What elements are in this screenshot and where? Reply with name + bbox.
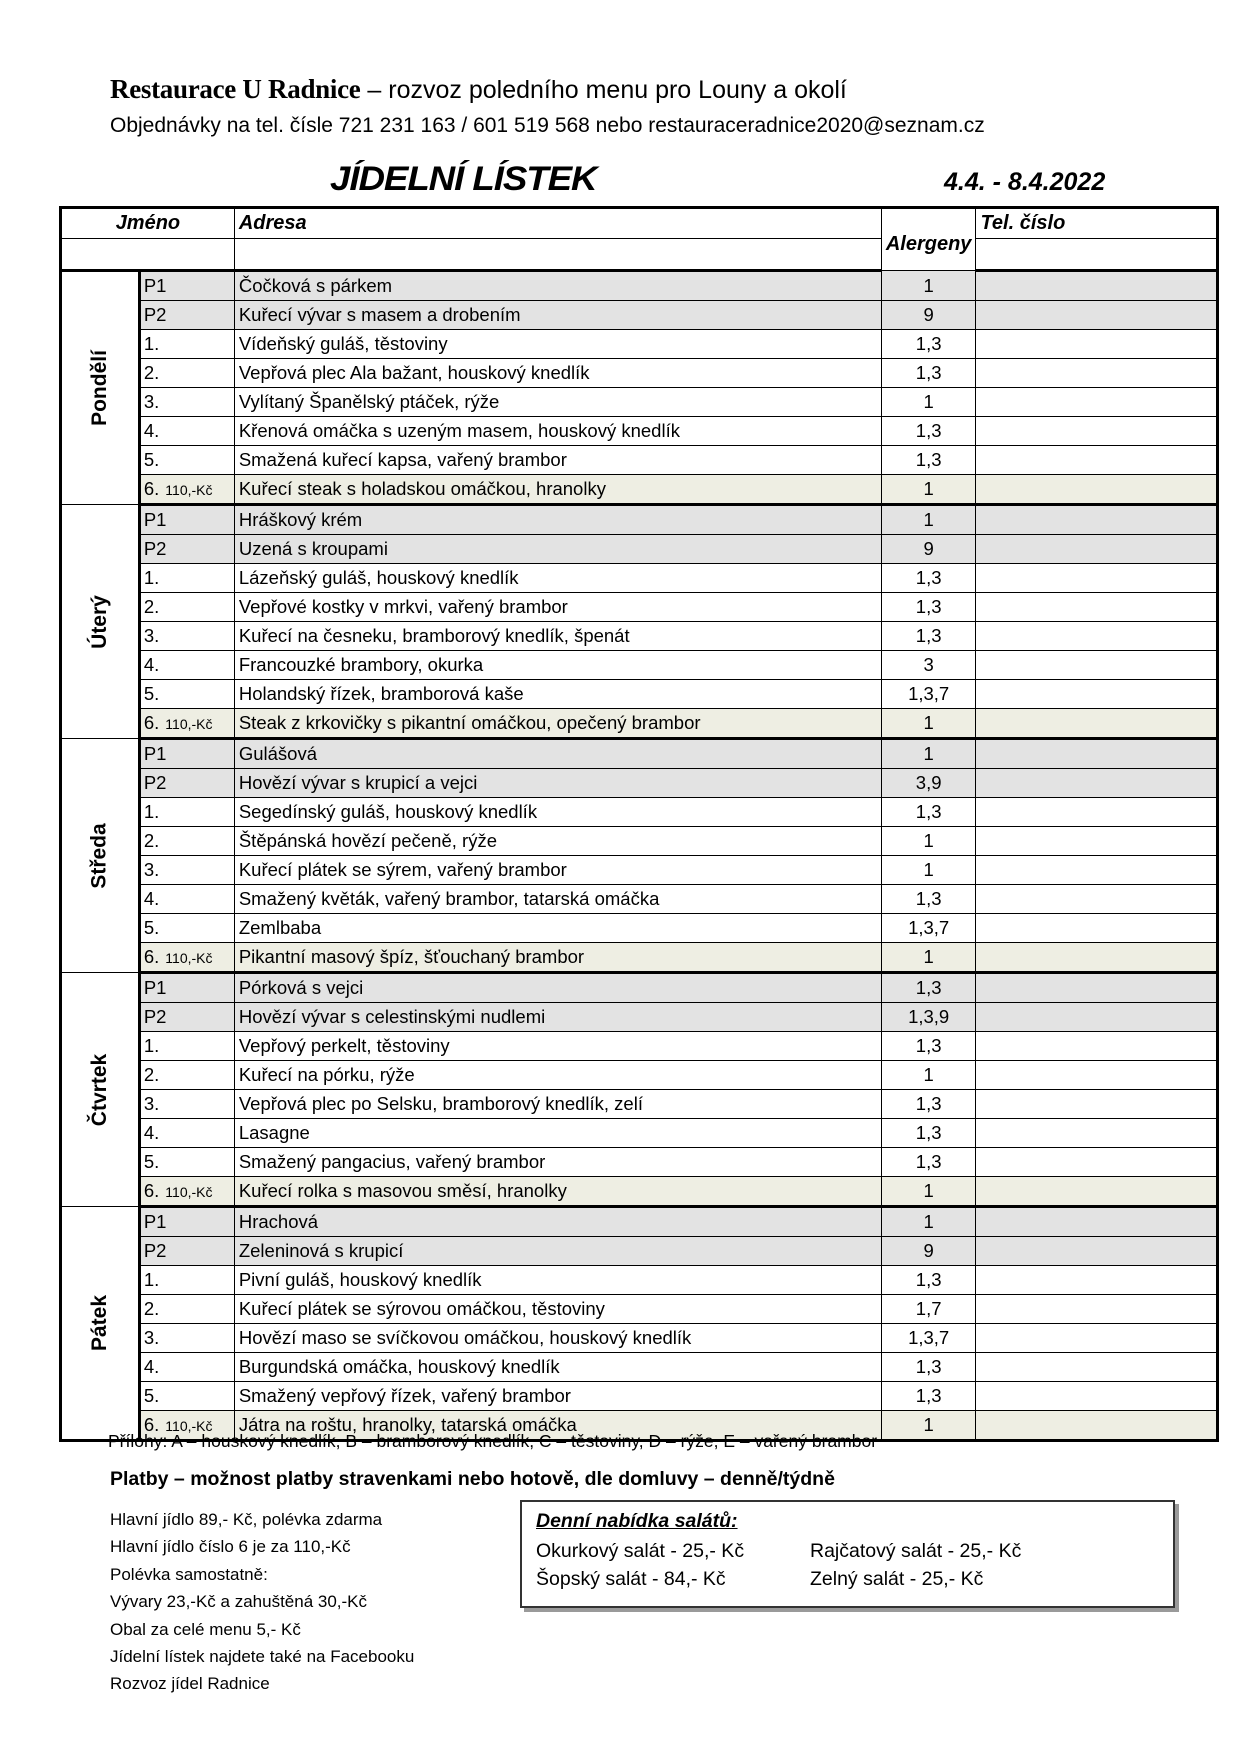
item-number-label: P1 bbox=[143, 1211, 167, 1232]
allergen-codes: 1,3 bbox=[881, 359, 976, 388]
menu-row bbox=[61, 505, 1218, 535]
menu-row bbox=[61, 622, 1218, 651]
item-price: 110,-Kč bbox=[165, 716, 213, 732]
menu-row bbox=[61, 535, 1218, 564]
allergen-codes: 1,3 bbox=[881, 1353, 976, 1382]
item-number bbox=[139, 1003, 234, 1032]
item-number bbox=[139, 505, 234, 535]
item-number-label: P1 bbox=[143, 977, 167, 998]
menu-row bbox=[61, 1207, 1218, 1237]
phone-order-cell[interactable] bbox=[976, 1003, 1218, 1032]
item-number bbox=[139, 1148, 234, 1177]
phone-order-cell[interactable] bbox=[976, 856, 1218, 885]
phone-entry-cell[interactable] bbox=[976, 239, 1218, 271]
menu-row bbox=[61, 564, 1218, 593]
item-number-label: 3. bbox=[143, 1093, 160, 1114]
menu-row bbox=[61, 739, 1218, 769]
item-number bbox=[139, 1207, 234, 1237]
info-line: Rozvoz jídel Radnice bbox=[110, 1674, 270, 1694]
item-number-label: P1 bbox=[143, 509, 167, 530]
header-phone: Tel. číslo bbox=[976, 208, 1218, 239]
menu-row bbox=[61, 709, 1218, 739]
phone-order-cell[interactable] bbox=[976, 680, 1218, 709]
dish-name: Lasagne bbox=[234, 1119, 881, 1148]
item-number bbox=[139, 1090, 234, 1119]
phone-order-cell[interactable] bbox=[976, 475, 1218, 505]
item-price: 110,-Kč bbox=[165, 482, 213, 498]
dish-name: Vylítaný Španělský ptáček, rýže bbox=[234, 388, 881, 417]
menu-row bbox=[61, 1032, 1218, 1061]
item-number-label: 2. bbox=[143, 1298, 160, 1319]
item-number-label: 4. bbox=[143, 1122, 160, 1143]
header-title-line bbox=[110, 72, 1210, 107]
dish-name: Kuřecí plátek se sýrem, vařený brambor bbox=[234, 856, 881, 885]
phone-order-cell[interactable] bbox=[976, 1295, 1218, 1324]
allergen-codes: 1 bbox=[881, 943, 976, 973]
item-number bbox=[139, 359, 234, 388]
day-label: Středa bbox=[87, 822, 111, 889]
menu-row bbox=[61, 271, 1218, 301]
item-number bbox=[139, 798, 234, 827]
menu-row bbox=[61, 1266, 1218, 1295]
item-number-label: 2. bbox=[143, 1064, 160, 1085]
allergen-codes: 1,3 bbox=[881, 593, 976, 622]
menu-row bbox=[61, 798, 1218, 827]
phone-order-cell[interactable] bbox=[976, 330, 1218, 359]
salad-item: Okurkový salát - 25,- Kč bbox=[536, 1540, 745, 1562]
allergen-codes: 1,3 bbox=[881, 564, 976, 593]
day-label: Čtvrtek bbox=[87, 1053, 111, 1126]
item-number bbox=[139, 914, 234, 943]
item-number-label: 3. bbox=[143, 391, 160, 412]
menu-row bbox=[61, 1119, 1218, 1148]
item-number bbox=[139, 1353, 234, 1382]
item-number-label: P1 bbox=[143, 743, 167, 764]
item-number-label: 6. bbox=[143, 1414, 160, 1435]
item-price: 110,-Kč bbox=[165, 1418, 213, 1434]
item-number bbox=[139, 1237, 234, 1266]
header bbox=[110, 72, 1210, 141]
item-number-label: 1. bbox=[143, 1269, 160, 1290]
dish-name: Segedínský guláš, houskový knedlík bbox=[234, 798, 881, 827]
menu-row bbox=[61, 301, 1218, 330]
item-number-label: 6. bbox=[143, 712, 160, 733]
item-number bbox=[139, 417, 234, 446]
phone-order-cell[interactable] bbox=[976, 1061, 1218, 1090]
menu-row bbox=[61, 1090, 1218, 1119]
phone-order-cell[interactable] bbox=[976, 271, 1218, 301]
item-number bbox=[139, 446, 234, 475]
phone-order-cell[interactable] bbox=[976, 1237, 1218, 1266]
item-number bbox=[139, 1266, 234, 1295]
dish-name: Štěpánská hovězí pečeně, rýže bbox=[234, 827, 881, 856]
item-number-label: 5. bbox=[143, 683, 160, 704]
contact-line: Objednávky na tel. čísle 721 231 163 / 601 519 568 nebo restauraceradnice2020@seznam.cz bbox=[110, 114, 985, 137]
item-number bbox=[139, 388, 234, 417]
item-number-label: 5. bbox=[143, 449, 160, 470]
dish-name: Gulášová bbox=[234, 739, 881, 769]
allergen-codes: 1 bbox=[881, 388, 976, 417]
item-number bbox=[139, 564, 234, 593]
table-entry-row bbox=[61, 239, 1218, 271]
day-label: Pátek bbox=[87, 1294, 111, 1352]
salad-item: Rajčatový salát - 25,- Kč bbox=[810, 1540, 1022, 1562]
item-number bbox=[139, 301, 234, 330]
allergen-codes: 9 bbox=[881, 1237, 976, 1266]
item-number-label: 4. bbox=[143, 654, 160, 675]
allergen-codes: 1,3,9 bbox=[881, 1003, 976, 1032]
allergen-codes: 1 bbox=[881, 1061, 976, 1090]
phone-order-cell[interactable] bbox=[976, 1411, 1218, 1441]
dish-name: Holandský řízek, bramborová kaše bbox=[234, 680, 881, 709]
phone-order-cell[interactable] bbox=[976, 1148, 1218, 1177]
item-number bbox=[139, 709, 234, 739]
phone-order-cell[interactable] bbox=[976, 709, 1218, 739]
allergen-codes: 1,3 bbox=[881, 446, 976, 475]
day-cell bbox=[61, 739, 140, 973]
item-number-label: 1. bbox=[143, 801, 160, 822]
dish-name: Křenová omáčka s uzeným masem, houskový knedlík bbox=[234, 417, 881, 446]
phone-order-cell[interactable] bbox=[976, 651, 1218, 680]
item-number-label: 6. bbox=[143, 1180, 160, 1201]
menu-row bbox=[61, 1177, 1218, 1207]
allergen-codes: 1,3 bbox=[881, 330, 976, 359]
name-entry-cell[interactable] bbox=[61, 239, 235, 271]
item-number bbox=[139, 1119, 234, 1148]
menu-row bbox=[61, 359, 1218, 388]
phone-order-cell[interactable] bbox=[976, 535, 1218, 564]
item-number bbox=[139, 1032, 234, 1061]
info-line: Jídelní lístek najdete také na Facebooku bbox=[110, 1647, 415, 1667]
item-number-label: 1. bbox=[143, 567, 160, 588]
phone-order-cell[interactable] bbox=[976, 446, 1218, 475]
allergen-codes: 1,3 bbox=[881, 1148, 976, 1177]
item-number bbox=[139, 1324, 234, 1353]
menu-row bbox=[61, 914, 1218, 943]
phone-order-cell[interactable] bbox=[976, 1177, 1218, 1207]
day-cell bbox=[61, 973, 140, 1207]
salad-title: Denní nabídka salátů: bbox=[536, 1510, 738, 1532]
item-number-label: 5. bbox=[143, 1151, 160, 1172]
dish-name: Kuřecí plátek se sýrovou omáčkou, těstoviny bbox=[234, 1295, 881, 1324]
item-number bbox=[139, 973, 234, 1003]
day-cell bbox=[61, 271, 140, 505]
item-price: 110,-Kč bbox=[165, 950, 213, 966]
menu-row bbox=[61, 1382, 1218, 1411]
sides-note: Přílohy: A – houskový knedlík, B – bramborový knedlík, C – těstoviny, D – rýže, E – vařený brambor bbox=[108, 1431, 878, 1451]
menu-row bbox=[61, 1353, 1218, 1382]
allergen-codes: 1,3 bbox=[881, 885, 976, 914]
menu-row bbox=[61, 1003, 1218, 1032]
dish-name: Vepřová plec po Selsku, bramborový knedlík, zelí bbox=[234, 1090, 881, 1119]
dish-name: Pivní guláš, houskový knedlík bbox=[234, 1266, 881, 1295]
dish-name: Smažený pangacius, vařený brambor bbox=[234, 1148, 881, 1177]
day-label: Pondělí bbox=[87, 350, 111, 426]
menu-row bbox=[61, 943, 1218, 973]
dish-name: Kuřecí vývar s masem a drobením bbox=[234, 301, 881, 330]
phone-order-cell[interactable] bbox=[976, 1324, 1218, 1353]
info-line: Polévka samostatně: bbox=[110, 1564, 268, 1584]
allergen-codes: 3 bbox=[881, 651, 976, 680]
menu-row bbox=[61, 885, 1218, 914]
allergen-codes: 1,3 bbox=[881, 1032, 976, 1061]
phone-order-cell[interactable] bbox=[976, 1207, 1218, 1237]
phone-order-cell[interactable] bbox=[976, 1032, 1218, 1061]
day-cell bbox=[61, 1207, 140, 1441]
item-number-label: 1. bbox=[143, 1035, 160, 1056]
dish-name: Játra na roštu, hranolky, tatarská omáčka bbox=[234, 1411, 881, 1441]
allergen-codes: 1 bbox=[881, 856, 976, 885]
allergen-codes: 1 bbox=[881, 1177, 976, 1207]
item-number-label: 4. bbox=[143, 420, 160, 441]
item-number bbox=[139, 856, 234, 885]
item-number-label: 6. bbox=[143, 946, 160, 967]
phone-order-cell[interactable] bbox=[976, 388, 1218, 417]
menu-row bbox=[61, 1148, 1218, 1177]
payment-note: Platby – možnost platby stravenkami nebo hotově, dle domluvy – denně/týdně bbox=[110, 1468, 835, 1490]
dish-name: Hovězí vývar s celestinskými nudlemi bbox=[234, 1003, 881, 1032]
dish-name: Kuřecí steak s holadskou omáčkou, hranolky bbox=[234, 475, 881, 505]
item-number bbox=[139, 885, 234, 914]
item-number bbox=[139, 827, 234, 856]
info-line: Vývary 23,-Kč a zahuštěná 30,-Kč bbox=[110, 1592, 368, 1612]
menu-row bbox=[61, 446, 1218, 475]
phone-order-cell[interactable] bbox=[976, 417, 1218, 446]
dish-name: Hovězí vývar s krupicí a vejci bbox=[234, 769, 881, 798]
allergen-codes: 1,3 bbox=[881, 622, 976, 651]
phone-order-cell[interactable] bbox=[976, 885, 1218, 914]
dish-name: Vepřový perkelt, těstoviny bbox=[234, 1032, 881, 1061]
item-number-label: 1. bbox=[143, 333, 160, 354]
menu-row bbox=[61, 651, 1218, 680]
item-number-label: 5. bbox=[143, 917, 160, 938]
allergen-codes: 3,9 bbox=[881, 769, 976, 798]
dish-name: Kuřecí rolka s masovou směsí, hranolky bbox=[234, 1177, 881, 1207]
phone-order-cell[interactable] bbox=[976, 769, 1218, 798]
allergen-codes: 1,3 bbox=[881, 1090, 976, 1119]
allergen-codes: 1 bbox=[881, 1207, 976, 1237]
item-number bbox=[139, 739, 234, 769]
restaurant-name: Restaurace U Radnice bbox=[110, 74, 361, 104]
item-number-label: 2. bbox=[143, 596, 160, 617]
phone-order-cell[interactable] bbox=[976, 914, 1218, 943]
allergen-codes: 1,3,7 bbox=[881, 1324, 976, 1353]
phone-order-cell[interactable] bbox=[976, 1119, 1218, 1148]
menu-row bbox=[61, 388, 1218, 417]
item-number bbox=[139, 622, 234, 651]
dish-name: Francouzké brambory, okurka bbox=[234, 651, 881, 680]
allergen-codes: 1,3,7 bbox=[881, 914, 976, 943]
dish-name: Smažená kuřecí kapsa, vařený brambor bbox=[234, 446, 881, 475]
item-number bbox=[139, 593, 234, 622]
dish-name: Pikantní masový špíz, šťouchaný brambor bbox=[234, 943, 881, 973]
item-number bbox=[139, 1295, 234, 1324]
menu-row bbox=[61, 769, 1218, 798]
dish-name: Smažený květák, vařený brambor, tatarská omáčka bbox=[234, 885, 881, 914]
dish-name: Lázeňský guláš, houskový knedlík bbox=[234, 564, 881, 593]
phone-order-cell[interactable] bbox=[976, 1090, 1218, 1119]
header-tagline: – rozvoz poledního menu pro Louny a okolí bbox=[360, 76, 847, 104]
phone-order-cell[interactable] bbox=[976, 943, 1218, 973]
info-line: Hlavní jídlo číslo 6 je za 110,-Kč bbox=[110, 1537, 351, 1557]
phone-order-cell[interactable] bbox=[976, 827, 1218, 856]
dish-name: Vídeňský guláš, těstoviny bbox=[234, 330, 881, 359]
info-line: Hlavní jídlo 89,- Kč, polévka zdarma bbox=[110, 1510, 383, 1529]
item-number bbox=[139, 769, 234, 798]
allergen-codes: 1,3 bbox=[881, 973, 976, 1003]
item-number-label: P2 bbox=[143, 772, 167, 793]
allergen-codes: 1 bbox=[881, 739, 976, 769]
phone-order-cell[interactable] bbox=[976, 1266, 1218, 1295]
item-number bbox=[139, 271, 234, 301]
item-number-label: P2 bbox=[143, 304, 167, 325]
item-number-label: 2. bbox=[143, 830, 160, 851]
allergen-codes: 1 bbox=[881, 505, 976, 535]
day-label: Úterý bbox=[87, 594, 111, 649]
allergen-codes: 1,3 bbox=[881, 1266, 976, 1295]
header-address: Adresa bbox=[234, 208, 881, 239]
allergen-codes: 1,7 bbox=[881, 1295, 976, 1324]
phone-order-cell[interactable] bbox=[976, 973, 1218, 1003]
salad-item: Šopský salát - 84,- Kč bbox=[536, 1568, 726, 1590]
dish-name: Vepřové kostky v mrkvi, vařený brambor bbox=[234, 593, 881, 622]
item-number bbox=[139, 651, 234, 680]
menu-row bbox=[61, 856, 1218, 885]
menu-table bbox=[59, 206, 1219, 1442]
allergen-codes: 1,3 bbox=[881, 798, 976, 827]
menu-row bbox=[61, 593, 1218, 622]
allergen-codes: 1 bbox=[881, 709, 976, 739]
day-cell bbox=[61, 505, 140, 739]
phone-order-cell[interactable] bbox=[976, 593, 1218, 622]
header-name: Jméno bbox=[61, 208, 235, 239]
phone-order-cell[interactable] bbox=[976, 564, 1218, 593]
phone-order-cell[interactable] bbox=[976, 739, 1218, 769]
dish-name: Hovězí maso se svíčkovou omáčkou, houskový knedlík bbox=[234, 1324, 881, 1353]
item-number bbox=[139, 1177, 234, 1207]
phone-order-cell[interactable] bbox=[976, 505, 1218, 535]
allergen-codes: 1,3,7 bbox=[881, 680, 976, 709]
allergen-codes: 1,3 bbox=[881, 1119, 976, 1148]
dish-name: Pórková s vejci bbox=[234, 973, 881, 1003]
menu-row bbox=[61, 680, 1218, 709]
item-number bbox=[139, 330, 234, 359]
item-number-label: 4. bbox=[143, 888, 160, 909]
dish-name: Vepřová plec Ala bažant, houskový knedlík bbox=[234, 359, 881, 388]
item-number-label: 6. bbox=[143, 478, 160, 499]
item-number bbox=[139, 1382, 234, 1411]
allergen-codes: 1,3 bbox=[881, 1382, 976, 1411]
item-number-label: 2. bbox=[143, 362, 160, 383]
address-entry-cell[interactable] bbox=[234, 239, 881, 271]
allergen-codes: 1 bbox=[881, 271, 976, 301]
menu-row bbox=[61, 1324, 1218, 1353]
item-number-label: P2 bbox=[143, 538, 167, 559]
menu-row bbox=[61, 475, 1218, 505]
item-number-label: P2 bbox=[143, 1006, 167, 1027]
week-range: 4.4. - 8.4.2022 bbox=[944, 168, 1106, 196]
dish-name: Zeleninová s krupicí bbox=[234, 1237, 881, 1266]
allergen-codes: 1 bbox=[881, 827, 976, 856]
allergen-codes: 1,3 bbox=[881, 417, 976, 446]
item-number bbox=[139, 475, 234, 505]
phone-order-cell[interactable] bbox=[976, 798, 1218, 827]
allergen-codes: 9 bbox=[881, 535, 976, 564]
item-number bbox=[139, 943, 234, 973]
menu-row bbox=[61, 973, 1218, 1003]
dish-name: Zemlbaba bbox=[234, 914, 881, 943]
dish-name: Čočková s párkem bbox=[234, 271, 881, 301]
dish-name: Steak z krkovičky s pikantní omáčkou, opečený brambor bbox=[234, 709, 881, 739]
item-number-label: 3. bbox=[143, 625, 160, 646]
item-price: 110,-Kč bbox=[165, 1184, 213, 1200]
table-header-row bbox=[61, 208, 1218, 239]
info-list bbox=[110, 1506, 414, 1698]
item-number-label: P2 bbox=[143, 1240, 167, 1261]
info-line: Obal za celé menu 5,- Kč bbox=[110, 1619, 301, 1639]
dish-name: Kuřecí na česneku, bramborový knedlík, špenát bbox=[234, 622, 881, 651]
item-number bbox=[139, 1061, 234, 1090]
phone-order-cell[interactable] bbox=[976, 1353, 1218, 1382]
menu-title: JÍDELNÍ LÍSTEK bbox=[330, 160, 597, 198]
menu-row bbox=[61, 1295, 1218, 1324]
dish-name: Uzená s kroupami bbox=[234, 535, 881, 564]
item-number bbox=[139, 680, 234, 709]
item-number-label: P1 bbox=[143, 275, 167, 296]
salad-item: Zelný salát - 25,- Kč bbox=[810, 1568, 984, 1590]
phone-order-cell[interactable] bbox=[976, 359, 1218, 388]
phone-order-cell[interactable] bbox=[976, 1382, 1218, 1411]
allergen-codes: 1 bbox=[881, 475, 976, 505]
dish-name: Kuřecí na pórku, rýže bbox=[234, 1061, 881, 1090]
header-allergens: Alergeny bbox=[881, 208, 976, 271]
menu-row bbox=[61, 1061, 1218, 1090]
menu-row bbox=[61, 827, 1218, 856]
phone-order-cell[interactable] bbox=[976, 622, 1218, 651]
menu-row bbox=[61, 330, 1218, 359]
item-number bbox=[139, 535, 234, 564]
menu-row bbox=[61, 1237, 1218, 1266]
dish-name: Smažený vepřový řízek, vařený brambor bbox=[234, 1382, 881, 1411]
phone-order-cell[interactable] bbox=[976, 301, 1218, 330]
dish-name: Burgundská omáčka, houskový knedlík bbox=[234, 1353, 881, 1382]
item-number-label: 3. bbox=[143, 1327, 160, 1348]
allergen-codes: 9 bbox=[881, 301, 976, 330]
dish-name: Hrachová bbox=[234, 1207, 881, 1237]
salad-box bbox=[520, 1500, 1175, 1608]
item-number-label: 4. bbox=[143, 1356, 160, 1377]
allergen-codes: 1 bbox=[881, 1411, 976, 1441]
item-number-label: 3. bbox=[143, 859, 160, 880]
item-number-label: 5. bbox=[143, 1385, 160, 1406]
menu-row bbox=[61, 417, 1218, 446]
dish-name: Hráškový krém bbox=[234, 505, 881, 535]
